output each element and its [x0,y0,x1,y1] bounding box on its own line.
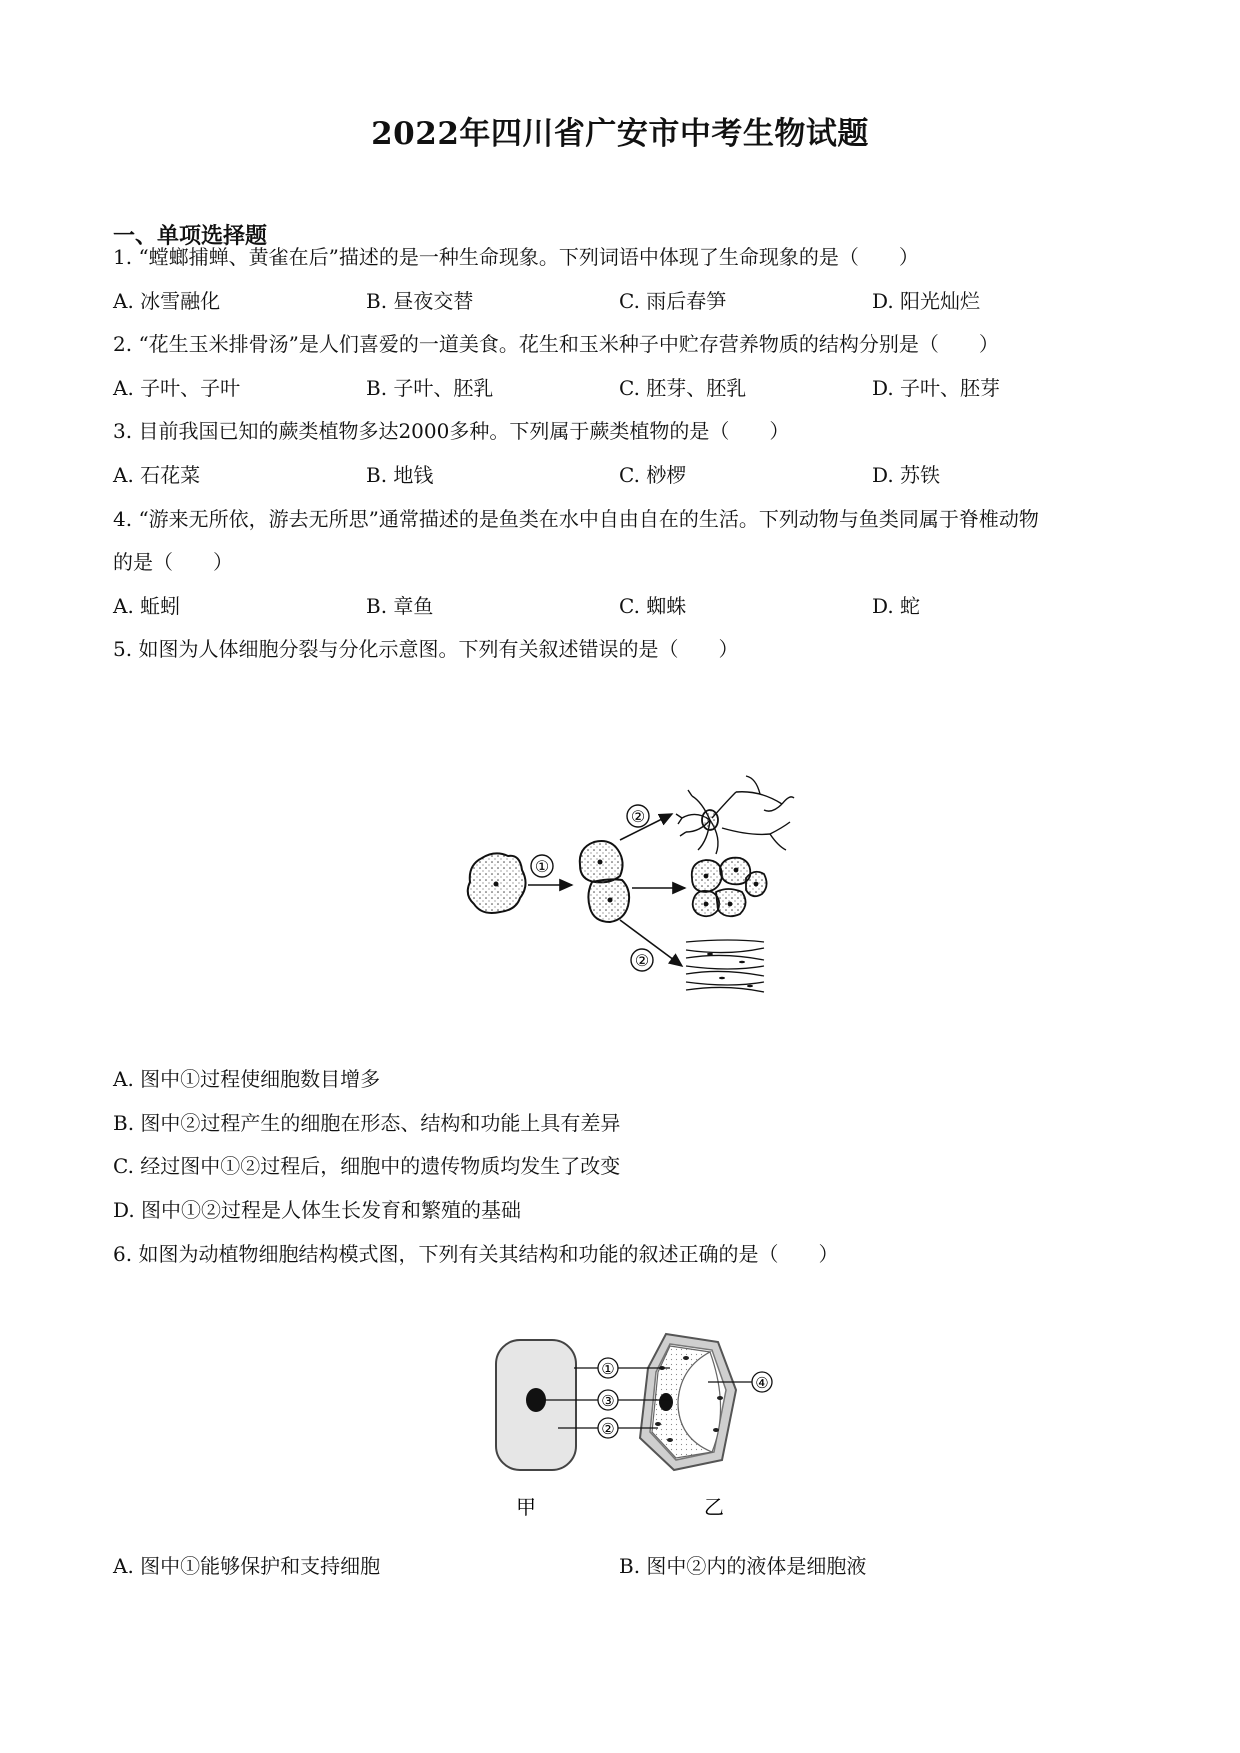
q1-option-c[interactable]: C. 雨后春笋 [619,289,727,313]
q6-option-b[interactable]: B. 图中②内的液体是细胞液 [619,1554,867,1578]
fig5-label-2a: ② [630,807,646,826]
q3-option-a[interactable]: A. 石花菜 [113,463,201,487]
section-heading: 一、单项选择题 [113,223,268,249]
page-title: 2022年四川省广安市中考生物试题 [371,116,869,152]
cell-division-diagram [460,770,795,1015]
question-4-stem: 4. “游来无所依，游去无所思”通常描述的是鱼类在水中自由自在的生活。下列动物与鱼类同属于脊椎动物 [113,507,1039,531]
q5-option-d[interactable]: D. 图中①②过程是人体生长发育和繁殖的基础 [113,1198,522,1222]
q2-option-c[interactable]: C. 胚芽、胚乳 [619,376,747,400]
question-1-stem: 1. “螳螂捕蝉、黄雀在后”描述的是一种生命现象。下列词语中体现了生命现象的是（ ） [113,245,919,269]
q2-option-a[interactable]: A. 子叶、子叶 [113,376,241,400]
fig6-label-3: ③ [601,1392,615,1410]
fig6-caption-yi: 乙 [704,1495,724,1519]
q3-option-b[interactable]: B. 地钱 [366,463,434,487]
q3-option-c[interactable]: C. 桫椤 [619,463,687,487]
q1-option-d[interactable]: D. 阳光灿烂 [872,289,981,313]
question-6-stem: 6. 如图为动植物细胞结构模式图，下列有关其结构和功能的叙述正确的是（ ） [113,1242,839,1266]
fig5-label-2b: ② [634,951,650,970]
fig6-label-2: ② [601,1420,615,1438]
fig5-label-1: ① [534,857,550,876]
q4-option-a[interactable]: A. 蚯蚓 [113,594,181,618]
fig6-caption-jia: 甲 [516,1495,536,1519]
muscle-fibers [686,940,764,992]
q5-option-c[interactable]: C. 经过图中①②过程后，细胞中的遗传物质均发生了改变 [113,1154,621,1178]
q2-option-d[interactable]: D. 子叶、胚芽 [872,376,1001,400]
question-3-stem: 3. 目前我国已知的蕨类植物多达2000多种。下列属于蕨类植物的是（ ） [113,419,790,443]
cell-structure-diagram [490,1328,790,1528]
q4-option-d[interactable]: D. 蛇 [872,594,921,618]
q4-option-c[interactable]: C. 蜘蛛 [619,594,687,618]
q3-option-d[interactable]: D. 苏铁 [872,463,941,487]
fig6-label-4: ④ [755,1374,769,1392]
q1-option-a[interactable]: A. 冰雪融化 [113,289,221,313]
question-5-stem: 5. 如图为人体细胞分裂与分化示意图。下列有关叙述错误的是（ ） [113,637,739,661]
q4-option-b[interactable]: B. 章鱼 [366,594,434,618]
fig6-label-1: ① [601,1360,615,1378]
q2-option-b[interactable]: B. 子叶、胚乳 [366,376,494,400]
neuron-cell [676,776,794,854]
epithelial-cells [692,858,767,917]
question-4-stem-cont: 的是（ ） [113,550,233,574]
q5-option-a[interactable]: A. 图中①过程使细胞数目增多 [113,1067,381,1091]
q1-option-b[interactable]: B. 昼夜交替 [366,289,474,313]
q5-option-b[interactable]: B. 图中②过程产生的细胞在形态、结构和功能上具有差异 [113,1111,621,1135]
q6-option-a[interactable]: A. 图中①能够保护和支持细胞 [113,1554,381,1578]
question-2-stem: 2. “花生玉米排骨汤”是人们喜爱的一道美食。花生和玉米种子中贮存营养物质的结构分别是（ ） [113,332,999,356]
